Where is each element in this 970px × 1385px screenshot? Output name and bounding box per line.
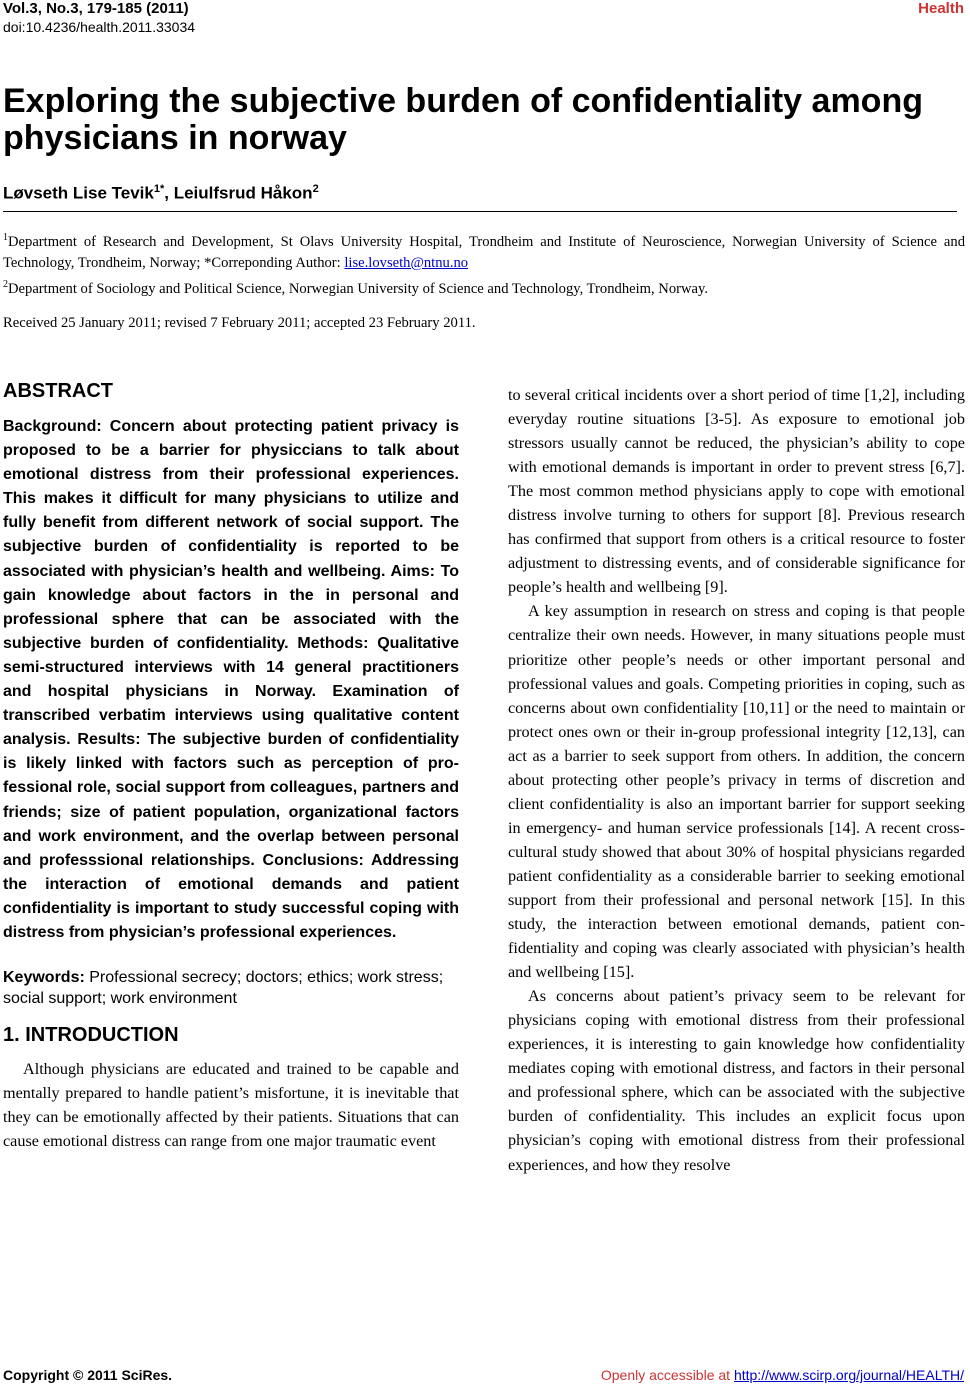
intro-paragraph-1-continued: to several critical incidents over a short period of time [1,2], including everyday routine situations [3-5]. As exposure to emotional job stressors usually cannot be reduced, the physician’s ability to cope with emotional demands is important in order to prevent stress [6,7]. The most common method physicians apply to cope with emotional distress involve turning to others for support [8]. Previous research has confirmed that support from others is a critical resource to foster adjustment to distressing events, and of considerable significance for people’s health and wellbeing [9]. bbox=[508, 386, 965, 597]
open-access-text: Openly accessible at bbox=[600, 1367, 734, 1383]
author-separator: , bbox=[164, 183, 174, 203]
affiliation-1 bbox=[3, 227, 965, 274]
author-name: Leiulfsrud Håkon bbox=[173, 183, 313, 203]
copyright-notice: Copyright © 2011 SciRes. bbox=[3, 1367, 173, 1383]
affiliations bbox=[3, 227, 965, 300]
author-divider bbox=[3, 211, 957, 212]
affiliation-text: Department of Research and Development, St Olavs University Hospital, Trondheim and Institute of Neuroscience, Norwegian University of Science and Technology, Trondheim, Norway; *Correponding Author: bbox=[3, 233, 965, 271]
affiliation-2 bbox=[3, 274, 965, 300]
author-name: Løvseth Lise Tevik bbox=[3, 183, 154, 203]
received-dates: Received 25 January 2011; revised 7 February 2011; accepted 23 February 2011. bbox=[3, 315, 476, 331]
journal-url-link[interactable]: http://www.scirp.org/journal/HEALTH/ bbox=[733, 1367, 964, 1383]
intro-paragraph-1: Although physicians are educated and trained to be capable and mentally prepared to handle patient’s misfortune, it is inevitable that they can be emotionally affected by their patients. Situations that can cause emotional distress can range from one major traumatic event bbox=[3, 1060, 459, 1151]
author-list bbox=[3, 183, 319, 204]
journal-volume: Vol.3, No.3, 179-185 (2011) bbox=[3, 0, 189, 17]
paper-title: Exploring the subjective burden of confidentiality among physicians in norway bbox=[3, 82, 923, 157]
affiliation-superscript: 1 bbox=[3, 232, 8, 243]
keywords-label: Keywords: bbox=[3, 969, 85, 987]
abstract-body: Background: Concern about protecting patient privacy is proposed to be a barrier for physiccians to talk about emotional distress from their professional experiences. This makes it difficult for many physicians to utilize and fully benefit from different network of social support. The subjective burden of confidentiality is reported to be associated with physician’s health and wellbeing. Aims: To gain knowledge about factors in the in personal and professional sphere that can be associated with the subjective burden of confidentiality. Methods: Qualitative semi-structured interviews with 14 general practitioners and hospital physicians in Norway. Examination of transcribed verbatim interviews using qualitative content analysis. Results: The subjective burden of confidentiality is likely linked with factors such as perception of professional role, social support from colleagues, partners and friends; size of patient population, organizational factors and work environment, and the overlap between personal and professsional relationships. Conclusions: Addressing the interaction of emotional demands and patient confidentiality is important to study successful coping with distress from physician’s professional experiences. bbox=[3, 418, 459, 941]
keywords bbox=[3, 967, 459, 1009]
keywords-list: Professional secrecy; doctors; ethics; work stress; social support; work environment bbox=[3, 969, 444, 1008]
intro-paragraph-3: As concerns about patient’s privacy seem to be relevant for physicians coping with emotional distress from their professional experiences, it is interesting to gain knowledge how confidentiality mediates coping with emotional distress, and factors in their personal and professional sphere, which can be associated with the subjective burden of confidentiality. This includes an explicit focus upon physician’s coping with emotional distress from their professional experiences, and how they resolve bbox=[508, 987, 965, 1174]
open-access-notice bbox=[601, 1367, 964, 1383]
journal-name: Health bbox=[918, 0, 964, 17]
abstract-heading: ABSTRACT bbox=[3, 380, 113, 402]
corresponding-email-link[interactable]: lise.lovseth@ntnu.no bbox=[344, 254, 469, 271]
right-column bbox=[508, 383, 965, 1177]
left-column bbox=[3, 380, 459, 1153]
introduction-heading: 1. INTRODUCTION bbox=[3, 1024, 179, 1047]
intro-paragraph-2: A key assumption in research on stress and coping is that people centralize their own needs. However, in many situations people must prioritize other people’s needs or other important personal and professional values and goals. Competing priorities in coping, such as concerns about own confidentiality [10,11] or the need to maintain or protect ones own or their in-group professional integrity [12,13], can act as a barrier to seek support from others. In addition, the concern about protecting other people’s privacy in terms of discretion and client confidentiality is also an important barrier for support seeking in emergency- and human service professionals [14]. A recent cross-cultural study showed that about 30% of hospital physicians regarded patient confidentiality as a considerable barrier to seeking emotional support from their professional and personal network [15]. In this study, the interaction between emotional demands, patient confidentiality and coping was clearly associated with physician’s health and wellbeing [15]. bbox=[508, 602, 965, 982]
author-superscript: 1* bbox=[153, 183, 165, 195]
author-superscript: 2 bbox=[312, 183, 319, 195]
affiliation-text: Department of Sociology and Political Science, Norwegian University of Science and Technology, Trondheim, Norway. bbox=[8, 280, 708, 297]
doi: doi:10.4236/health.2011.33034 bbox=[3, 19, 196, 35]
affiliation-superscript: 2 bbox=[3, 278, 8, 290]
